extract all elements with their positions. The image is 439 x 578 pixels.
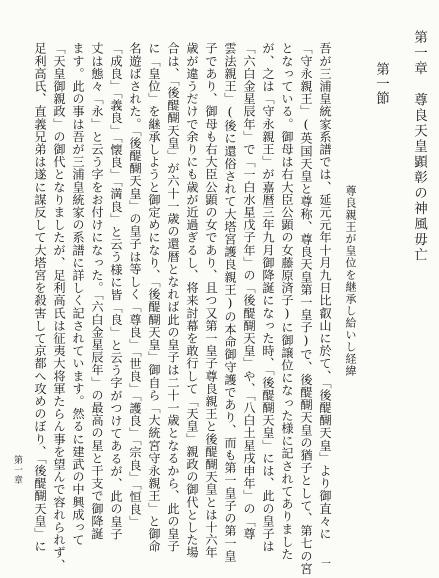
body-line: 足利高氏、直義兄弟は遂に謀反して大塔宮を殺害して京都へ攻めのぼり、「後醍醐天皇」に [33, 42, 47, 553]
body-line: 雲法親王」(後に還俗されて大塔宮護良親王)の本命御守護であり、而も第一皇子の第一皇 [223, 42, 237, 563]
body-line: 吾が三浦皇統家系譜では、延元元年十月九日比叡山に於て、「後醍醐天皇」より御直々に [318, 42, 332, 540]
body-line: 子であり、御母も右大臣公顕の女であり、且つ又第一皇子尊良親王と後醍醐天皇とは十六年 [204, 42, 218, 559]
body-line: 名遊ばされた。「後醍醐天皇」の皇子は等しく「尊良」「世良」「護良」「宗良」「恒良」 [128, 42, 142, 529]
page-mark: 一 [321, 559, 331, 570]
body-line: が、之は「守永親王」が嘉暦三年九月御降誕になった時、「後醍醐天皇」には、此の皇子は [261, 42, 275, 553]
body-line: 「天皇御親政」の御代となりましたが、足利高氏は征夷大将軍たらん事を望んで容れられず、 [52, 42, 66, 572]
chapter-heading [412, 30, 426, 263]
chapter-title: 尊良天皇顕彰の神風毋亡 [411, 92, 427, 263]
section-subtitle: 尊良親王が皇位を継承し給いし経緯 [344, 185, 357, 377]
section-label: 第一節 [373, 62, 389, 106]
body-line: 「成良」「義良」「懐良」「満良」と云う様に皆「良」と云う字がつけてあるが、此の皇子 [109, 42, 123, 541]
body-line: に「皇位」を継承しようと御定めになり、「後醍醐天皇」御自ら「大統宮守永親王」と御命 [147, 42, 161, 553]
body-line: 「六白金星辰年」で「一白水星戊子年」の「後醍醐天皇」や、「八白土星戌申年」の「尊 [242, 42, 256, 540]
body-line: 「守永親王」(英国天皇と尊称、尊良天皇第一皇子)で、後醍醐天皇の猶子として、第七の宮 [299, 42, 313, 575]
body-line: 歳が違うだけで余りにも歳が近過ぎるし、将来討幕を敢行して「天皇」親政の御代とした場 [185, 42, 199, 559]
body-line: となっている。御母は右大臣公顕の女藤原済子)に御譲位になった様に記されてありました [280, 42, 294, 561]
chapter-label: 第一章 [411, 30, 427, 77]
section-heading [374, 62, 388, 106]
body-line: 合は、「後醍醐天皇」が六十一歳の還暦となれば此の皇子は二十一歳となるから、此の皇子 [166, 42, 180, 553]
body-line: 丈は態々「永」と云う字をお付けになった。「六白金星辰年」の最高の星と干支で御降誕 [90, 42, 104, 540]
body-line: ます。此の事は吾が三浦皇統家の系譜に詳しく記されています。然るに建武の中興成って [71, 42, 85, 546]
footer-chapter-label: 第一章 [12, 455, 22, 485]
